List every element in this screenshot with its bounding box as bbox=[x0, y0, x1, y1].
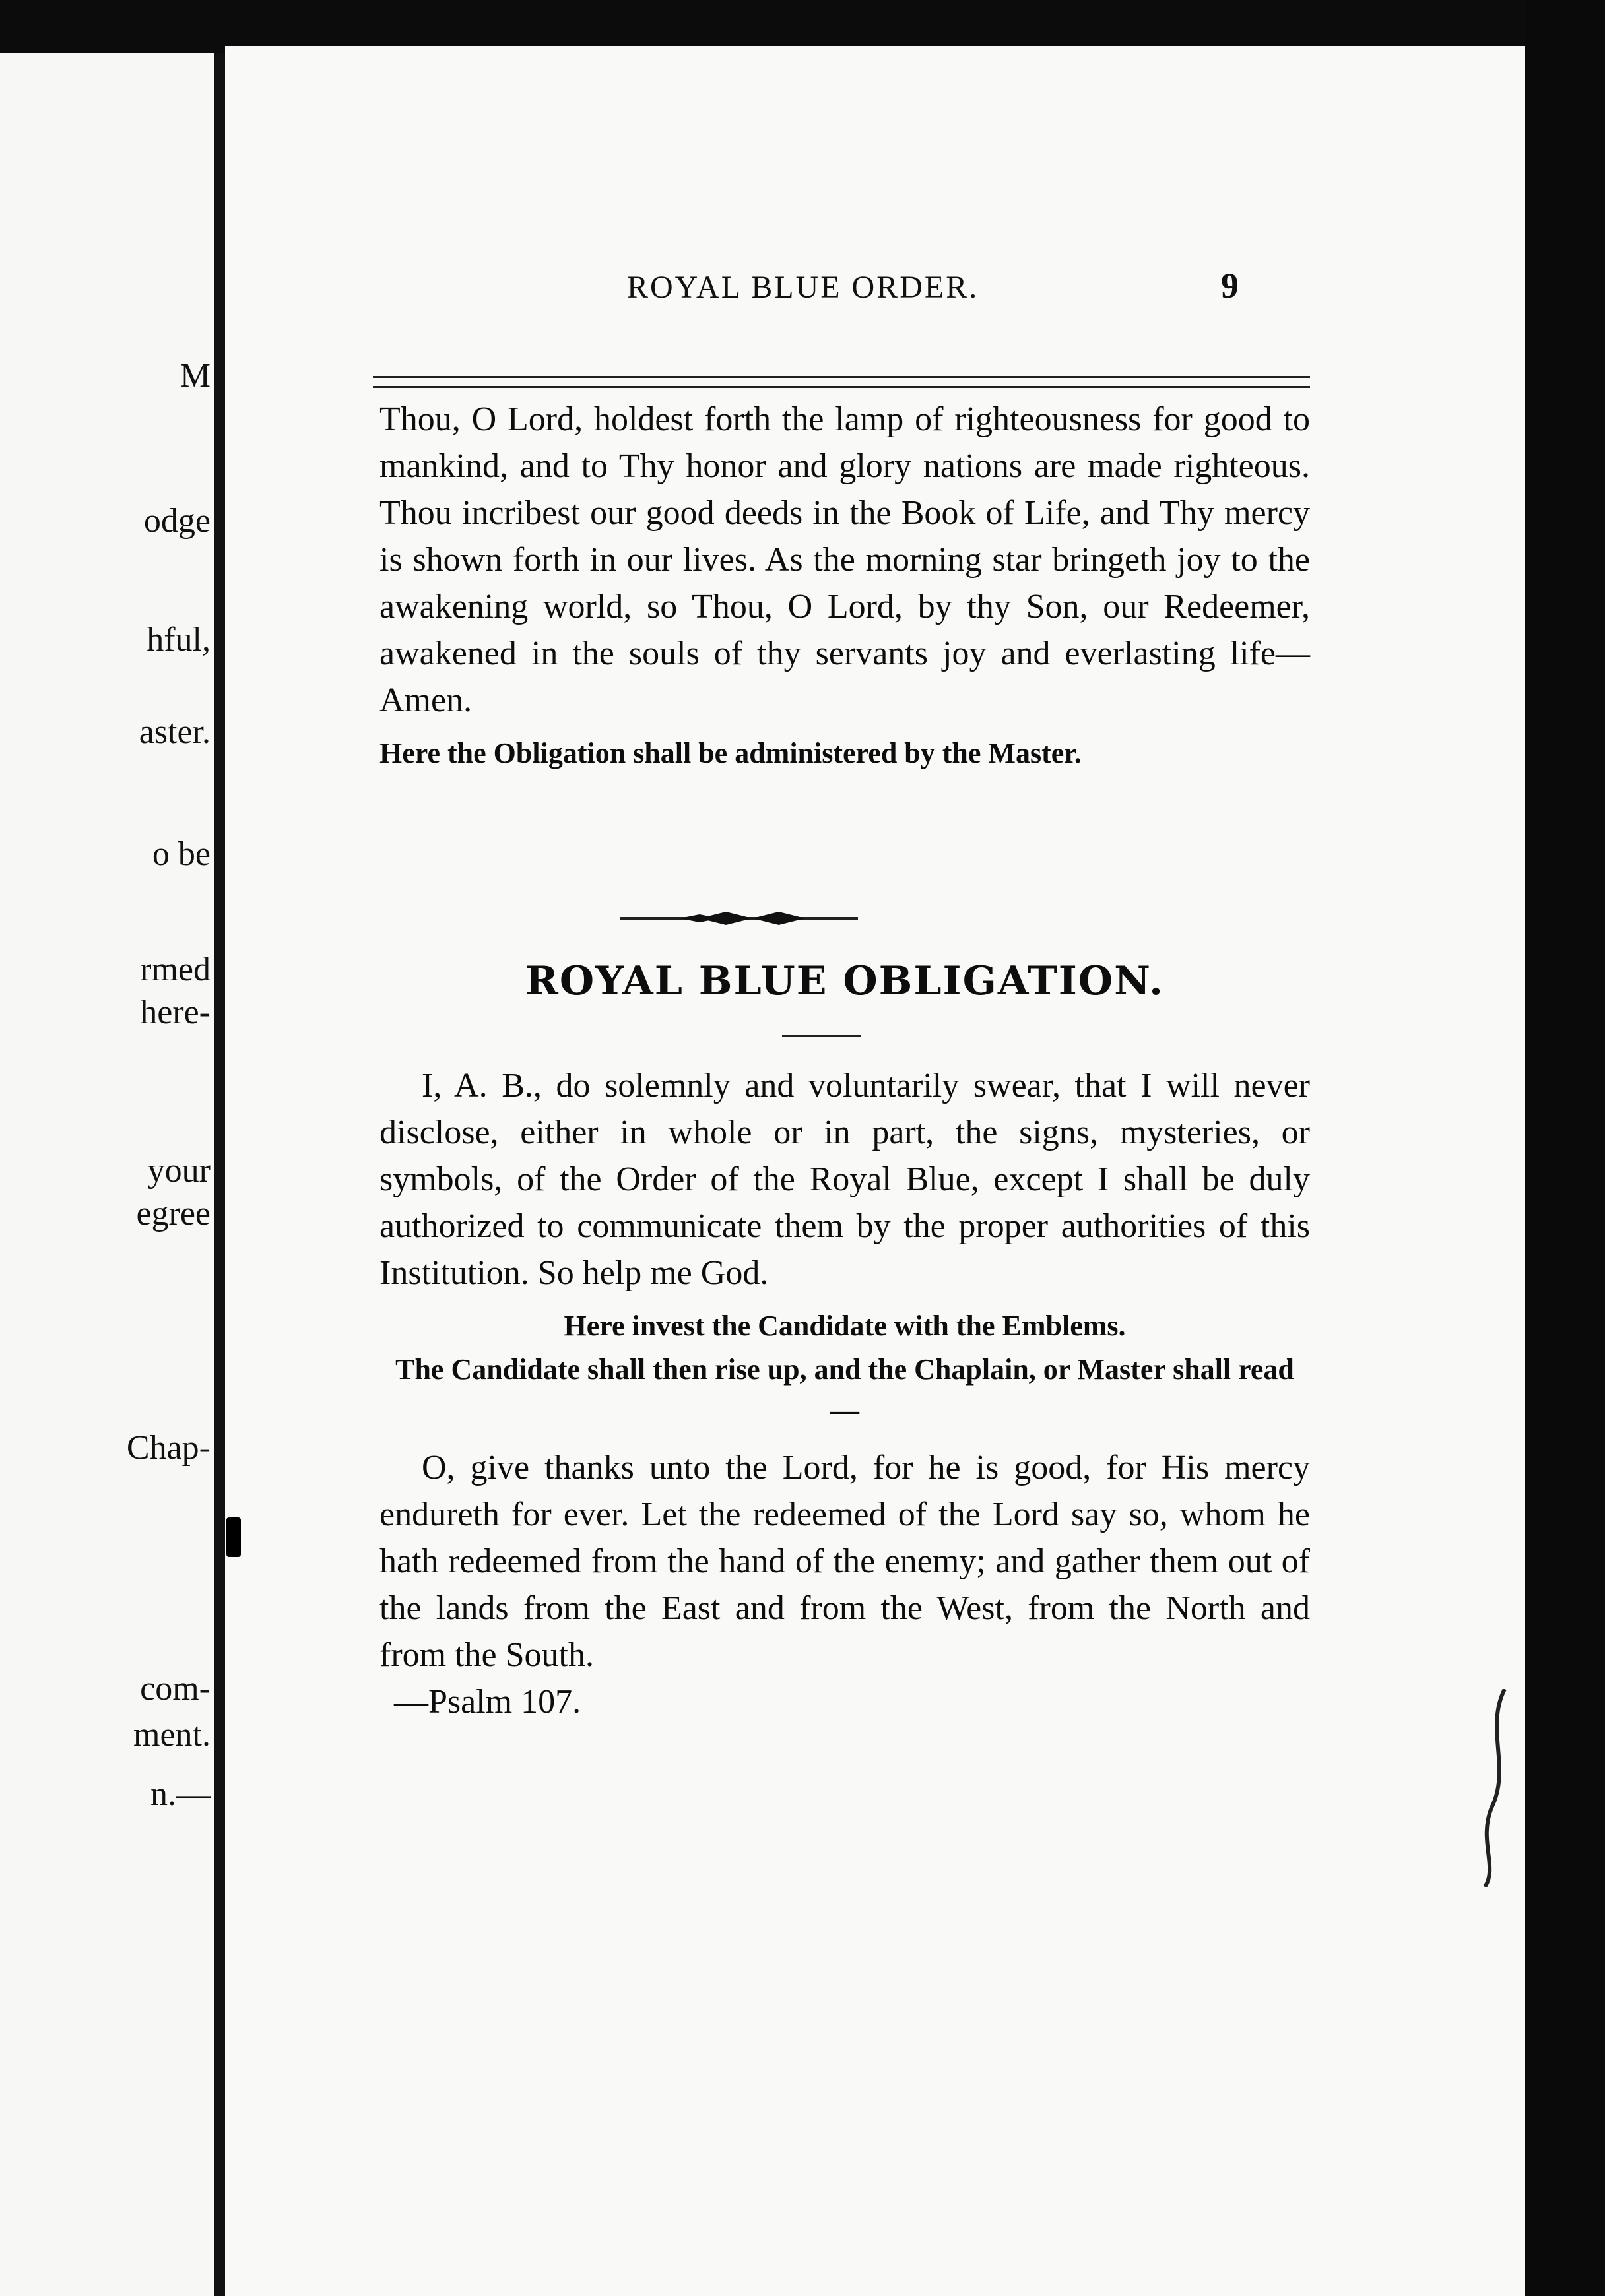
obligation-block bbox=[379, 1062, 1310, 1725]
book-gutter bbox=[214, 53, 225, 2296]
rubric-obligation: Here the Obligation shall be administered by the Master. bbox=[379, 737, 1082, 769]
previous-page-fragment: your bbox=[147, 1152, 211, 1190]
binding-mark bbox=[226, 1517, 241, 1557]
previous-page-fragment: n.— bbox=[150, 1775, 211, 1813]
ornament-divider bbox=[620, 905, 858, 932]
previous-page-fragment: com- bbox=[140, 1670, 211, 1707]
previous-page-fragment: here- bbox=[140, 994, 211, 1031]
prayer-block bbox=[379, 396, 1310, 775]
page-number: 9 bbox=[1221, 266, 1241, 305]
previous-page-fragment: egree bbox=[136, 1195, 211, 1232]
psalm-reference: —Psalm 107. bbox=[394, 1683, 581, 1721]
previous-page-fragment: rmed bbox=[140, 951, 211, 988]
previous-page-fragment: hful, bbox=[147, 621, 211, 658]
prayer-paragraph: Thou, O Lord, holdest forth the lamp of righteousness for good to mankind, and to Thy honor and glory nations are made righteous. Thou incribest our good deeds in the Book of Life, and Thy mercy is shown forth in our lives. As the morning star bringeth joy to the awakening world, so Thou, O Lord, by thy Son, our Redeemer, awakened in the souls of thy servants joy and everlasting life—Amen. bbox=[379, 400, 1310, 719]
psalm-paragraph: O, give thanks unto the Lord, for he is good, for His mercy endureth for ever. Let the redeemed of the Lord say so, whom he hath redeemed from the hand of the enemy; and gather them out of the lands from the East and from the West, from the North and from the South. bbox=[379, 1449, 1310, 1674]
previous-page-fragment: M bbox=[180, 357, 211, 395]
heading-underline bbox=[782, 1035, 861, 1037]
previous-page-fragment: o be bbox=[152, 835, 211, 873]
previous-page-fragment: ment. bbox=[133, 1716, 211, 1754]
rubric-chaplain: The Candidate shall then rise up, and the Chaplain, or Master shall read— bbox=[395, 1353, 1294, 1426]
previous-page-edge bbox=[0, 53, 214, 2296]
running-head-title: ROYAL BLUE ORDER. bbox=[627, 270, 979, 305]
previous-page-fragment: Chap- bbox=[126, 1429, 211, 1467]
obligation-paragraph: I, A. B., do solemnly and voluntarily swear, that I will never disclose, either in whole or in part, the signs, mysteries, or symbols, of the Order of the Royal Blue, except I shall be duly authorized to communicate them by the proper authorities of this Institution. So help me God. bbox=[379, 1067, 1310, 1292]
previous-page-fragment: odge bbox=[143, 502, 211, 540]
section-heading: ROYAL BLUE OBLIGATION. bbox=[525, 958, 1164, 1004]
margin-mark bbox=[1465, 1689, 1524, 1887]
scan-background bbox=[1525, 0, 1605, 2296]
rubric-emblems: Here invest the Candidate with the Emblems. bbox=[564, 1310, 1126, 1342]
header-double-rule bbox=[373, 376, 1310, 388]
previous-page-fragment: aster. bbox=[139, 713, 211, 751]
